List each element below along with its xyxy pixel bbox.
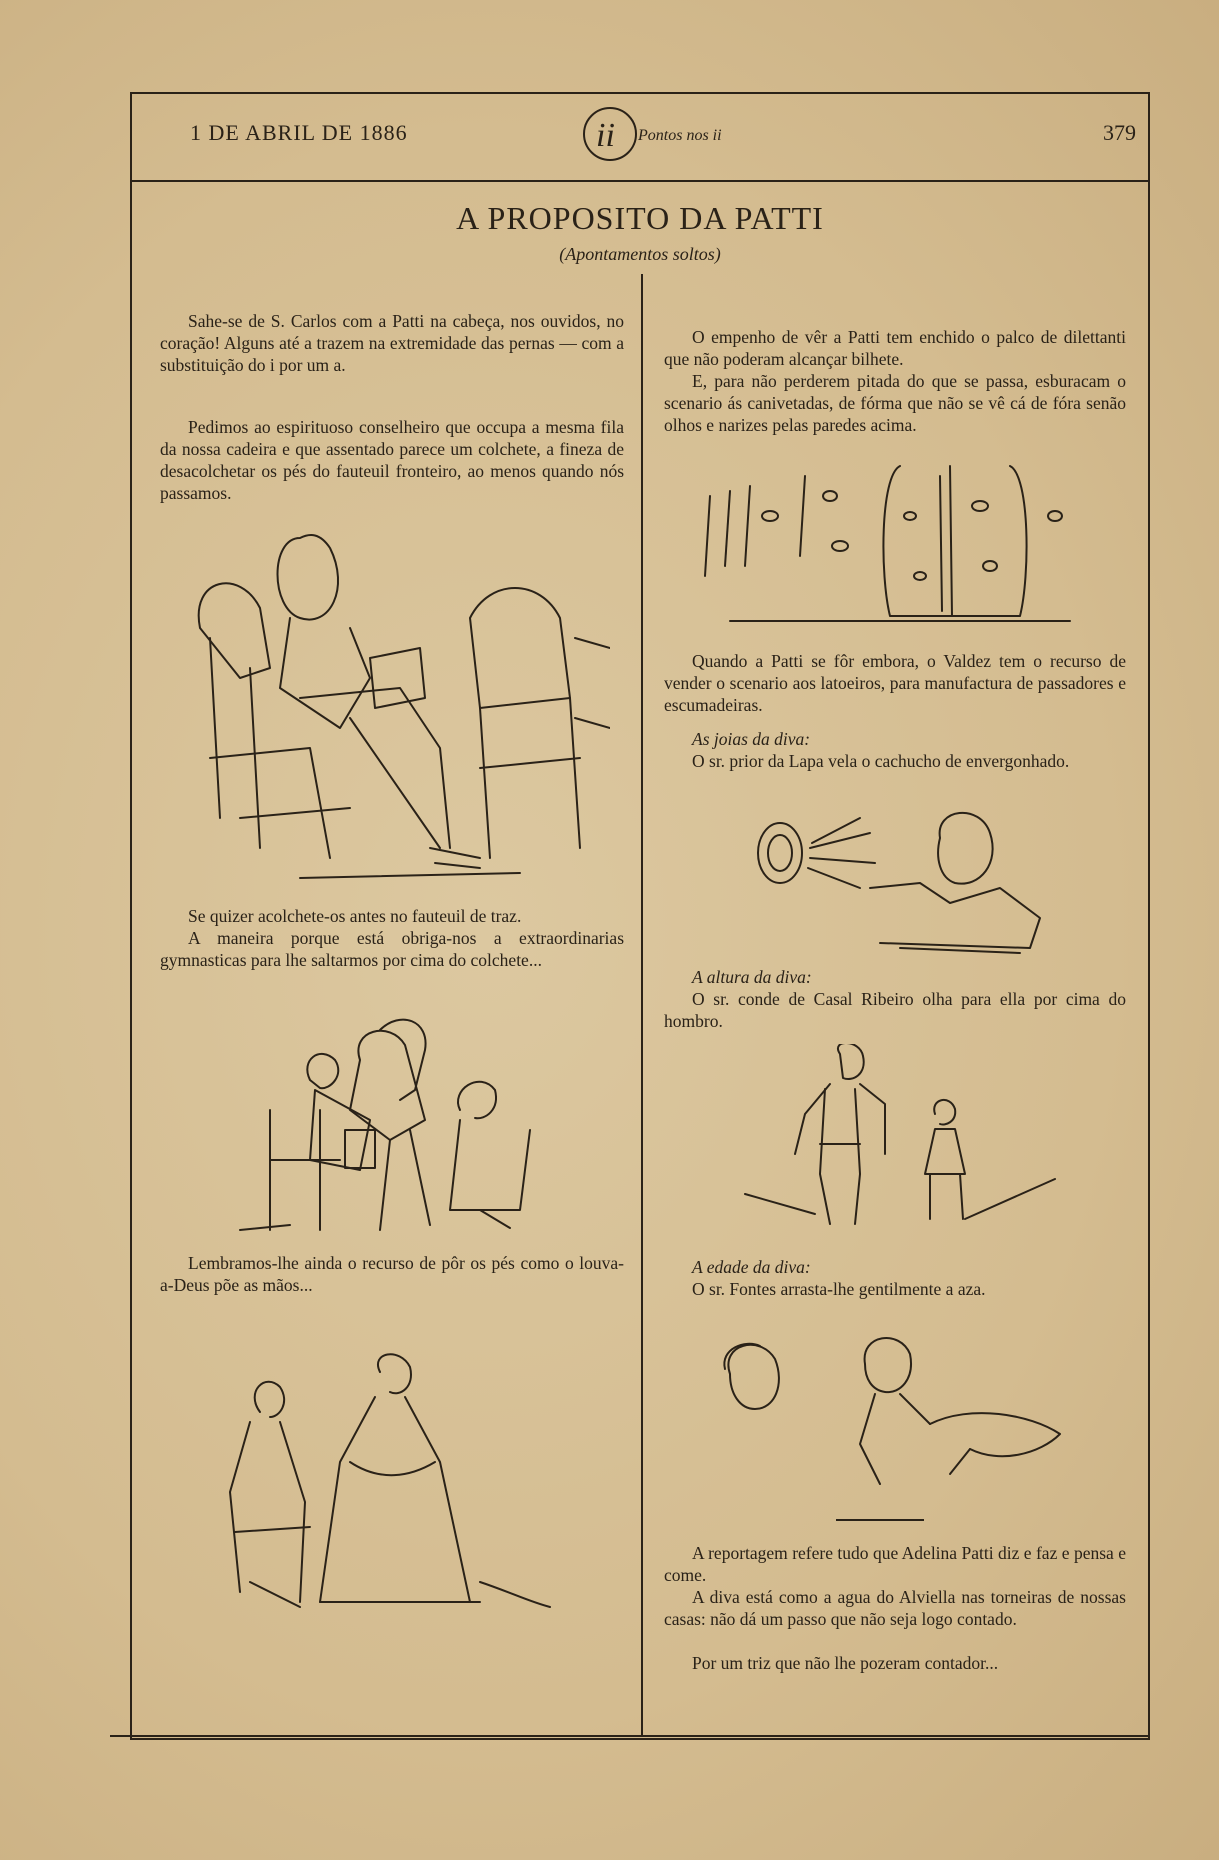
illustration-gymnastics (230, 1010, 570, 1238)
right-paragraph-4: As joias da diva: (692, 729, 811, 749)
illustration-fontes-wing (700, 1334, 1100, 1500)
header-date: 1 DE ABRIL DE 1886 (190, 120, 408, 145)
article-subtitle: (Apontamentos soltos) (559, 244, 721, 264)
right-paragraph-12: Por um triz que não lhe pozeram contador... (692, 1653, 999, 1673)
illustration-two-figures (210, 1352, 570, 1614)
article-title: A PROPOSITO DA PATTI (456, 200, 824, 236)
right-paragraph-3: Quando a Patti se fôr embora, o Valdez tem o recurso de vender o scenario aos latoeiros, para manufactura de passadores e escumadeiras. (664, 651, 1126, 715)
column-divider (641, 274, 643, 1736)
illustration-perforated-scenery (690, 456, 1110, 626)
masthead-logo (570, 100, 740, 164)
illustration-tall-and-short (735, 1044, 1065, 1234)
left-paragraph-1: Sahe-se de S. Carlos com a Patti na cabeça, nos ouvidos, no coração! Alguns até a trazem na extremidade das pernas — com a substituição do i por um a. (160, 311, 624, 375)
right-paragraph-8: A edade da diva: (692, 1257, 811, 1277)
left-paragraph-4: A maneira porque está obriga-nos a extraordinarias gymnasticas para lhe saltarmos por cima do colchete... (160, 928, 624, 970)
header-page-number: 379 (1103, 120, 1136, 145)
illustration-seated-gentleman (180, 518, 610, 890)
right-paragraph-7: O sr. conde de Casal Ribeiro olha para ella por cima do hombro. (664, 989, 1126, 1031)
right-paragraph-1: O empenho de vêr a Patti tem enchido o palco de dilettanti que não poderam alcançar bilhete. (664, 327, 1126, 369)
illustration-prior-ring (750, 808, 1050, 958)
page-header (130, 92, 1150, 182)
right-paragraph-5: O sr. prior da Lapa vela o cachucho de envergonhado. (692, 751, 1070, 771)
left-paragraph-3: Se quizer acolchete-os antes no fauteuil de traz. (188, 906, 522, 926)
left-paragraph-5: Lembramos-lhe ainda o recurso de pôr os pés como o louva-a-Deus põe as mãos... (160, 1253, 624, 1295)
masthead-logo-text: Pontos nos ii (638, 127, 722, 144)
right-paragraph-6: A altura da diva: (692, 967, 812, 987)
right-paragraph-10: A reportagem refere tudo que Adelina Patti diz e faz e pensa e come. (664, 1543, 1126, 1585)
svg-text:ii: ii (596, 117, 615, 154)
right-paragraph-9: O sr. Fontes arrasta-lhe gentilmente a aza. (692, 1279, 986, 1299)
section-divider (836, 1519, 924, 1521)
right-paragraph-2: E, para não perderem pitada do que se passa, esburacam o scenario ás canivetadas, de fórma que não se vê cá de fóra senão olhos e narizes pelas paredes acima. (664, 371, 1126, 435)
left-paragraph-2: Pedimos ao espirituoso conselheiro que occupa a mesma fila da nossa cadeira e que assentado parece um colchete, a fineza de desacolchetar os pés do fauteuil fronteiro, ao menos quando nós passamos. (160, 417, 624, 503)
bottom-rule (110, 1735, 1150, 1737)
right-paragraph-11: A diva está como a agua do Alviella nas torneiras de nossas casas: não dá um passo que não seja logo contado. (664, 1587, 1126, 1629)
